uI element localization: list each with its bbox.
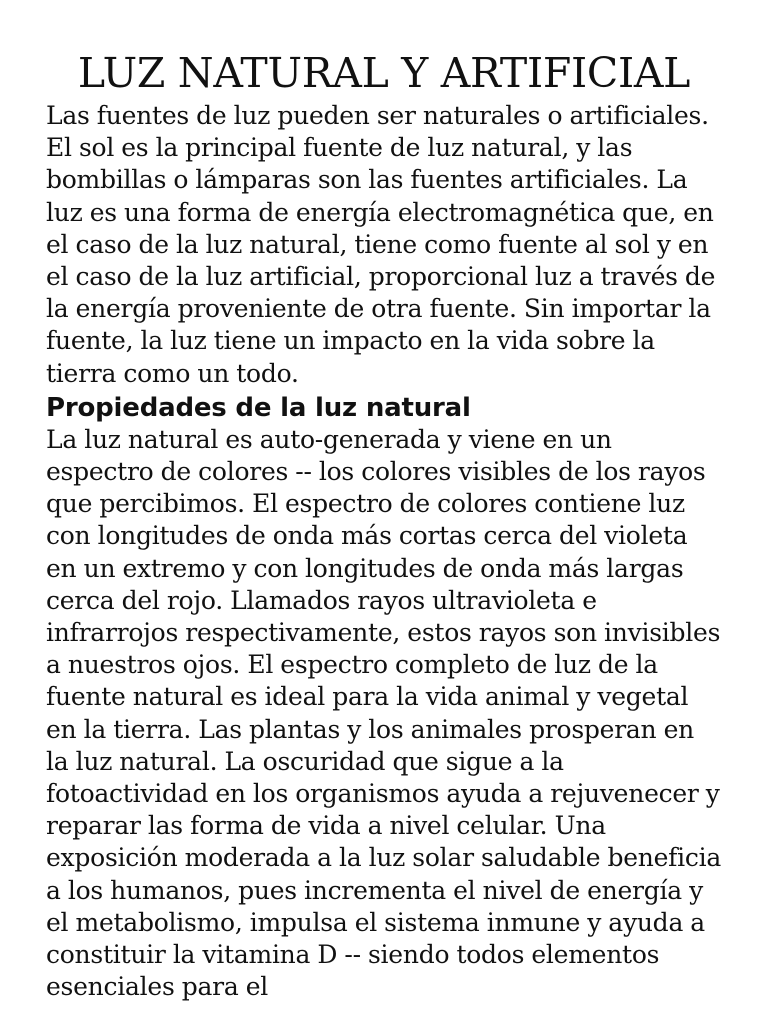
page-title: LUZ NATURAL Y ARTIFICIAL (77, 49, 691, 97)
section-heading: Propiedades de la luz natural (46, 392, 471, 423)
intro-paragraph: Las fuentes de luz pueden ser naturales o artificiales. El sol es la principal fuente de luz natural, y las bombillas o lámparas son las fuentes artificiales. La luz es una forma de energía electromagnética que, en el caso de la luz natural, tiene como fuente al sol y en el caso de la luz artificial, proporcional luz a través de la energía proveniente de otra fuente. Sin importar la fuente, la luz tiene un impacto en la vida sobre la tierra como un todo. (46, 101, 716, 388)
section-paragraph: La luz natural es auto-generada y viene en un espectro de colores -- los colores visibles de los rayos que percibimos. El espectro de colores contiene luz con longitudes de onda más cortas cerca del violeta en un extremo y con longitudes de onda más largas cerca del rojo. Llamados rayos ultravioleta e infrarrojos respectivamente, estos rayos son invisibles a nuestros ojos. El espectro completo de luz de la fuente natural es ideal para la vida animal y vegetal en la tierra. Las plantas y los animales prosperan en la luz natural. La oscuridad que sigue a la fotoactividad en los organismos ayuda a rejuvenecer y reparar las forma de vida a nivel celular. Una exposición moderada a la luz solar saludable beneficia a los humanos, pues incrementa el nivel de energía y el metabolismo, impulsa el sistema inmune y ayuda a constituir la vitamina D -- siendo todos elementos esenciales para el (46, 424, 722, 1002)
